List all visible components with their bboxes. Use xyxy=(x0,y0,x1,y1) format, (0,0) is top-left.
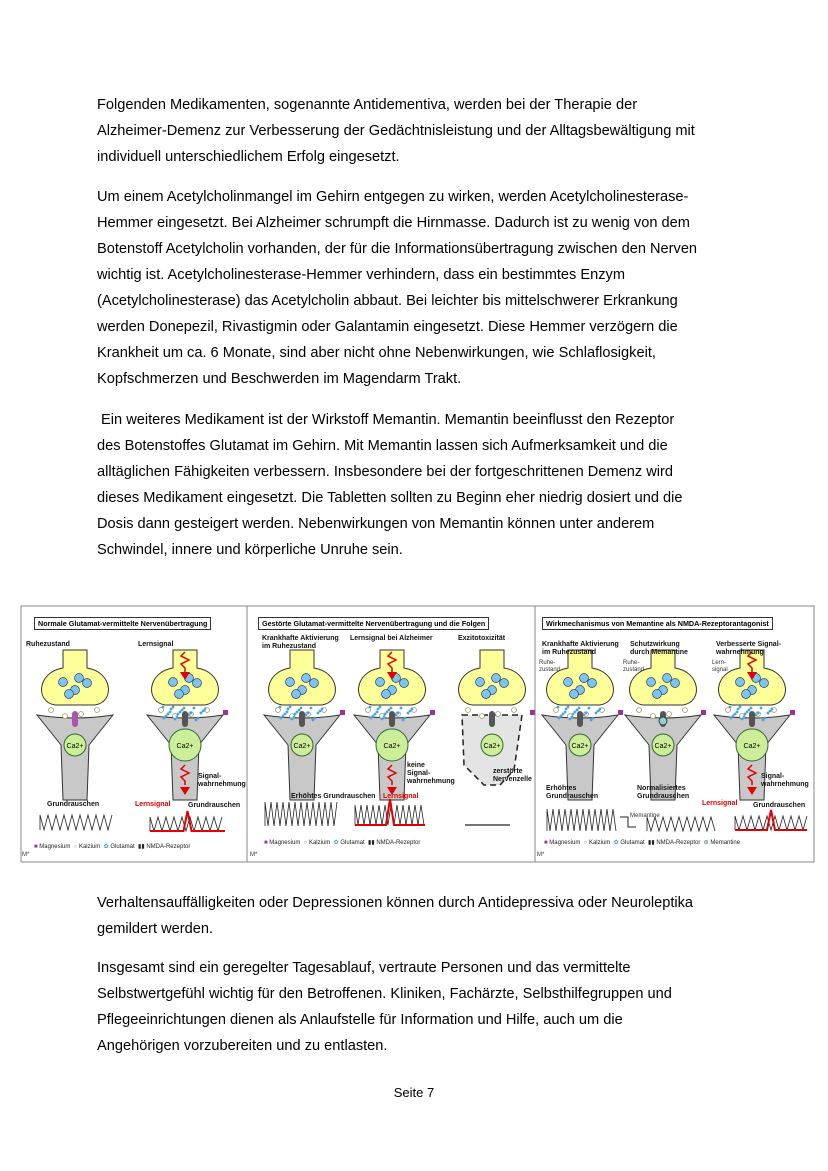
glutamate-molecule xyxy=(567,706,570,709)
glutamate-vesicle xyxy=(570,690,579,699)
glutamate-molecule xyxy=(729,706,732,709)
glutamate-molecule xyxy=(560,715,563,718)
glutamate-vesicle xyxy=(175,690,184,699)
glutamate-molecule xyxy=(743,716,746,719)
glutamate-molecule xyxy=(310,707,313,710)
kalzium-icon: ○ xyxy=(73,844,78,850)
panel2-col3-label: Exzitotoxizität xyxy=(458,635,506,642)
memantine-icon: ⊜ xyxy=(703,840,709,846)
calcium-ion xyxy=(480,714,485,719)
glutamate-molecule xyxy=(195,719,198,722)
glutamate-molecule xyxy=(599,708,602,711)
glutamate-molecule xyxy=(287,708,290,711)
glutamate-molecule xyxy=(592,717,595,720)
legend-kalzium: Kalzium xyxy=(308,840,331,846)
glutamate-vesicle xyxy=(59,678,68,687)
glutamate-molecule xyxy=(377,708,380,711)
text-line: Botenstoff Acetylcholin vorhanden, der für die Informationsübertragung zwischen den Nerven xyxy=(97,241,698,257)
glutamate-molecule xyxy=(734,713,737,716)
legend-nmda: NMDA-Rezeptor xyxy=(376,840,421,846)
glutamate-molecule xyxy=(314,717,317,720)
glutamate-molecule xyxy=(279,706,282,709)
text-line: Pflegeeinrichtungen dienen als Anlaufstelle für Information und Hilfe, auch um die xyxy=(97,1012,623,1028)
legend-nmda: NMDA-Rezeptor xyxy=(146,844,191,850)
text-line: Ein weiteres Medikament ist der Wirkstoff Memantin. Memantin beeinflusst den Rezeptor xyxy=(97,412,675,428)
text-line: Krankheit um ca. 6 Monate, sind aber nicht ohne Nebenwirkungen, wie Schlaflosigkeit, xyxy=(97,345,656,361)
glutamate-nmda-figure xyxy=(20,605,815,863)
glutamate-molecule xyxy=(294,713,297,716)
kalzium-icon: ○ xyxy=(303,840,308,846)
calcium-ion xyxy=(512,708,517,713)
paragraph-memantin xyxy=(97,407,682,563)
glutamate-molecule xyxy=(409,710,412,713)
calcium-ion xyxy=(651,714,656,719)
glutamate-molecule xyxy=(574,711,577,714)
text-line: des Botenstoffes Glutamat im Gehirn. Mit Memantin lassen sich Aufmerksamkeit und die xyxy=(97,438,668,454)
text-line: Kopfschmerzen und Beschwerden im Magendarm Trakt. xyxy=(97,371,462,387)
glutamate-molecule xyxy=(169,711,172,714)
glutamate-vesicle xyxy=(736,678,745,687)
panel3-col1-label: Krankhafte Aktivierung im Ruhezustand xyxy=(542,641,619,656)
nmda-receptor xyxy=(577,711,583,727)
glutamate-vesicle xyxy=(376,678,385,687)
panel3-lernsignal-label: Lernsignal xyxy=(702,800,738,807)
legend-kalzium: Kalzium xyxy=(588,840,611,846)
glutamate-vesicle xyxy=(302,674,311,683)
glutamate-molecule xyxy=(755,714,758,717)
page-number: Seite 7 xyxy=(393,1085,435,1100)
noise-waveform xyxy=(735,816,807,830)
panel3-noise1-label: Erhöhtes Grundrauschen xyxy=(546,785,599,800)
calcium-ion xyxy=(637,708,642,713)
glutamate-vesicle xyxy=(400,679,409,688)
glutamate-molecule xyxy=(384,713,387,716)
glutamate-molecule xyxy=(376,711,379,714)
glutamat-icon: ✿ xyxy=(613,840,619,846)
glutamate-molecule xyxy=(737,708,740,711)
glutamate-molecule xyxy=(190,712,193,715)
noise-waveform xyxy=(265,802,337,826)
kalzium-icon: ○ xyxy=(583,840,588,846)
nmda-receptor-icon: ▮▮ xyxy=(138,844,145,850)
glutamate-molecule xyxy=(298,709,301,712)
glutamate-molecule xyxy=(771,708,774,711)
postsynaptic-cell xyxy=(264,715,340,800)
glutamate-molecule xyxy=(572,713,575,716)
calcium-ion xyxy=(49,708,54,713)
glutamate-molecule xyxy=(374,713,377,716)
nmda-receptor-icon: ▮▮ xyxy=(368,840,375,846)
magnesium-icon: ■ xyxy=(544,840,548,846)
noise-waveform xyxy=(547,809,616,831)
panel3-title: Wirkmechanismus von Memantine als NMDA-Rezeptorantagonist xyxy=(542,617,773,630)
glutamate-molecule xyxy=(739,706,742,709)
glutamate-molecule xyxy=(760,707,763,710)
paragraph-insgesamt xyxy=(97,955,672,1059)
glutamate-molecule xyxy=(400,707,403,710)
calcium-ion xyxy=(466,708,471,713)
glutamate-vesicle xyxy=(647,678,656,687)
text-line: Um einem Acetylcholinmangel im Gehirn entgegen zu wirken, werden Acetylcholinesterase- xyxy=(97,189,689,205)
glutamate-vesicle xyxy=(286,678,295,687)
nmda-receptor-icon: ▮▮ xyxy=(648,840,655,846)
text-line: wichtig ist. Acetylcholinesterase-Hemmer verhindern, dass ein bestimmtes Enzym xyxy=(97,267,626,283)
glutamate-molecule xyxy=(200,712,203,715)
glutamate-molecule xyxy=(746,711,749,714)
panel3-noise2-label: Normalisiertes Grundrauschen xyxy=(637,785,690,800)
glutamate-vesicle xyxy=(564,678,573,687)
glutamat-icon: ✿ xyxy=(103,844,109,850)
glutamate-vesicle xyxy=(169,678,178,687)
panel2-col2-label: Lernsignal bei Alzheimer xyxy=(350,635,433,642)
legend-glutamat: Glutamat xyxy=(620,840,645,846)
glutamate-molecule xyxy=(585,712,588,715)
paragraph-antidementiva xyxy=(97,92,695,170)
nmda-receptor xyxy=(389,711,395,727)
nmda-receptor xyxy=(489,711,495,727)
panel1-noise-label: Grundrauschen xyxy=(47,801,100,808)
glutamate-vesicle xyxy=(663,674,672,683)
magnesium-ion xyxy=(790,710,795,715)
glutamate-molecule xyxy=(750,707,753,710)
text-line: Hemmer eingesetzt. Bei Alzheimer schrumpft die Hirnmasse. Dadurch ist zu wenig von dem xyxy=(97,215,690,231)
glutamate-molecule xyxy=(597,710,600,713)
glutamate-vesicle xyxy=(75,674,84,683)
glutamate-molecule xyxy=(744,713,747,716)
glutamate-molecule xyxy=(321,708,324,711)
glutamate-molecule xyxy=(291,718,294,721)
panel1-col2-label: Lernsignal xyxy=(138,641,174,648)
text-line: Insgesamt sind ein geregelter Tagesablauf, vertraute Personen und das vermittelte xyxy=(97,960,631,976)
glutamate-molecule xyxy=(181,709,184,712)
glutamate-molecule xyxy=(193,707,196,710)
glutamate-molecule xyxy=(578,707,581,710)
memantine-molecule xyxy=(659,717,667,725)
glutamate-molecule xyxy=(397,712,400,715)
glutamate-molecule xyxy=(197,717,200,720)
glutamate-molecule xyxy=(390,707,393,710)
glutamate-molecule xyxy=(590,719,593,722)
glutamate-molecule xyxy=(757,712,760,715)
panel3-col3-label: Verbesserte Signal- wahrnehmung xyxy=(716,641,781,656)
glutamate-molecule xyxy=(769,710,772,713)
glutamate-molecule xyxy=(296,711,299,714)
text-line: Angehörigen vorzubereiten und zu entlasten. xyxy=(97,1038,388,1054)
glutamate-molecule xyxy=(172,706,175,709)
glutamate-molecule xyxy=(748,709,751,712)
glutamate-molecule xyxy=(176,716,179,719)
glutamate-molecule xyxy=(167,713,170,716)
glutamate-vesicle xyxy=(476,678,485,687)
magnesium-icon: ■ xyxy=(264,840,268,846)
calcium-label: Ca2+ xyxy=(66,743,84,750)
glutamate-molecule xyxy=(411,708,414,711)
paragraph-acetylcholinesterase xyxy=(97,184,697,392)
panel3-signal-label: Signal- wahrnehmung xyxy=(761,773,809,788)
calcium-label: Ca2+ xyxy=(293,743,311,750)
legend-magnesium: Magnesium xyxy=(39,844,71,850)
postsynaptic-cell xyxy=(37,715,113,800)
legend-glutamat: Glutamat xyxy=(340,840,365,846)
glutamate-molecule xyxy=(188,714,191,717)
glutamate-molecule xyxy=(170,708,173,711)
glutamate-molecule xyxy=(730,717,733,720)
calcium-label: Ca2+ xyxy=(383,743,401,750)
glutamate-vesicle xyxy=(580,674,589,683)
panel2-col1-label: Krankhafte Aktivierung im Ruhezustand xyxy=(262,635,339,650)
panel2-legend xyxy=(264,839,420,846)
glutamate-molecule xyxy=(293,716,296,719)
panel2-noise-label: Erhöhtes Grundrauschen xyxy=(291,793,376,800)
nmda-receptor xyxy=(749,711,755,727)
text-line: werden Donepezil, Rivastigmin oder Galantamin eingesetzt. Diese Hemmer verzögern die xyxy=(97,319,678,335)
glutamate-molecule xyxy=(379,706,382,709)
panel2-mark: M* xyxy=(250,852,258,858)
legend-memantine: Memantine xyxy=(710,840,741,846)
glutamate-molecule xyxy=(558,717,561,720)
glutamate-vesicle xyxy=(671,679,680,688)
glutamate-vesicle xyxy=(653,690,662,699)
text-line: Folgenden Medikamenten, sogenannte Antidementiva, werden bei der Therapie der xyxy=(97,97,638,113)
glutamate-molecule xyxy=(381,718,384,721)
glutamate-molecule xyxy=(565,708,568,711)
legend-magnesium: Magnesium xyxy=(269,840,301,846)
panel1-mark: M* xyxy=(22,852,30,858)
glutamate-molecule xyxy=(284,713,287,716)
noise-waveform xyxy=(40,815,112,830)
panel3-legend xyxy=(544,839,740,846)
panel3-small1: Ruhe- zustand xyxy=(539,660,561,673)
glutamate-vesicle xyxy=(588,679,597,688)
glutamate-molecule xyxy=(404,717,407,720)
calcium-label: Ca2+ xyxy=(743,743,761,750)
legend-magnesium: Magnesium xyxy=(549,840,581,846)
glutamate-molecule xyxy=(595,712,598,715)
glutamate-molecule xyxy=(762,719,765,722)
legend-kalzium: Kalzium xyxy=(78,844,101,850)
magnesium-ion xyxy=(701,710,706,715)
glutamate-molecule xyxy=(280,717,283,720)
glutamate-molecule xyxy=(179,711,182,714)
glutamate-molecule xyxy=(741,718,744,721)
glutamate-molecule xyxy=(571,716,574,719)
legend-glutamat: Glutamat xyxy=(110,844,135,850)
glutamate-molecule xyxy=(165,715,168,718)
magnesium-ion xyxy=(530,710,535,715)
text-line: Schwindel, innere und körperliche Unruhe sein. xyxy=(97,542,403,558)
glutamate-molecule xyxy=(386,711,389,714)
panel3-memantine-arrow-label: Memantine xyxy=(630,813,660,819)
glutamate-molecule xyxy=(317,712,320,715)
panel1-signal-label: Signal- wahrnehmung xyxy=(198,773,246,788)
glutamate-molecule xyxy=(307,712,310,715)
glutamate-vesicle xyxy=(83,679,92,688)
glutamate-molecule xyxy=(564,711,567,714)
calcium-ion xyxy=(667,712,672,717)
panel1-lernsignal-label: Lernsignal xyxy=(135,801,171,808)
nmda-receptor xyxy=(72,711,78,727)
glutamate-molecule xyxy=(557,706,560,709)
panel3-mark: M* xyxy=(537,852,545,858)
paragraph-verhalten xyxy=(97,890,693,942)
glutamate-molecule xyxy=(583,714,586,717)
text-line: alltäglichen Fähigkeiten verbessern. Insbesondere bei der fortgeschrittenen Demenz wird xyxy=(97,464,673,480)
panel3-col2-label: Schutzwirkung durch Memantine xyxy=(630,641,688,656)
glutamate-vesicle xyxy=(310,679,319,688)
glutamate-vesicle xyxy=(382,690,391,699)
glutamate-molecule xyxy=(588,707,591,710)
glutamate-molecule xyxy=(562,713,565,716)
glutamate-vesicle xyxy=(500,679,509,688)
calcium-label: Ca2+ xyxy=(483,743,501,750)
text-line: (Acetylcholinesterase) das Acetylcholin abbaut. Bei leichter bis mittelschwerer Erkrankung xyxy=(97,293,678,309)
calcium-ion xyxy=(683,708,688,713)
calcium-ion xyxy=(496,712,501,717)
text-line: dieses Medikament eingesetzt. Die Tabletten sollten zu Beginn eher niedrig dosiert und die xyxy=(97,490,683,506)
glutamate-molecule xyxy=(767,712,770,715)
glutamate-molecule xyxy=(369,706,372,709)
glutamate-molecule xyxy=(576,709,579,712)
glutamate-molecule xyxy=(163,717,166,720)
panel2-title: Gestörte Glutamat-vermittelte Nervenübertragung und die Folgen xyxy=(258,617,489,630)
glutamate-vesicle xyxy=(65,690,74,699)
glutamate-vesicle xyxy=(492,674,501,683)
text-line: Alzheimer-Demenz zur Verbesserung der Gedächtnisleistung und der Alltagsbewältigung mit xyxy=(97,123,695,139)
glutamate-molecule xyxy=(177,713,180,716)
glutamate-molecule xyxy=(732,715,735,718)
glutamat-icon: ✿ xyxy=(333,840,339,846)
glutamate-molecule xyxy=(569,718,572,721)
panel1-noise2-label: Grundrauschen xyxy=(188,802,241,809)
glutamate-molecule xyxy=(395,714,398,717)
calcium-label: Ca2+ xyxy=(571,743,589,750)
panel2-lernsignal-label: Lernsignal xyxy=(383,793,419,800)
magnesium-ion xyxy=(430,710,435,715)
glutamate-molecule xyxy=(282,715,285,718)
panel2-destroyed-label: zerstörte Nervenzelle xyxy=(493,768,532,783)
glutamate-vesicle xyxy=(482,690,491,699)
magnesium-ion xyxy=(340,710,345,715)
calcium-ion xyxy=(95,708,100,713)
panel1-legend xyxy=(34,843,190,850)
glutamate-molecule xyxy=(286,711,289,714)
calcium-label: Ca2+ xyxy=(176,743,194,750)
glutamate-vesicle xyxy=(193,679,202,688)
glutamate-molecule xyxy=(174,718,177,721)
nmda-receptor xyxy=(182,711,188,727)
glutamate-molecule xyxy=(162,706,165,709)
glutamate-molecule xyxy=(407,712,410,715)
glutamate-molecule xyxy=(202,710,205,713)
glutamate-molecule xyxy=(305,714,308,717)
panel3-small2: Ruhe- zustand xyxy=(623,660,645,673)
panel2-nosignal-label: keine Signal- wahrnehmung xyxy=(407,762,455,785)
glutamate-molecule xyxy=(764,717,767,720)
calcium-ion xyxy=(63,714,68,719)
magnesium-ion xyxy=(223,710,228,715)
panel1-col1-label: Ruhezustand xyxy=(26,641,70,648)
legend-nmda: NMDA-Rezeptor xyxy=(656,840,701,846)
glutamate-molecule xyxy=(370,717,373,720)
text-line: Dosis dann gesteigert werden. Nebenwirkungen von Memantin können unter anderem xyxy=(97,516,655,532)
glutamate-molecule xyxy=(183,707,186,710)
calcium-ion xyxy=(79,712,84,717)
panel1-title: Normale Glutamat-vermittelte Nervenübertragung xyxy=(34,617,211,630)
magnesium-ion xyxy=(618,710,623,715)
text-line: Selbstwertgefühl wichtig für den Betroffenen. Kliniken, Fachärzte, Selbsthilfegruppen und xyxy=(97,986,672,1002)
glutamate-molecule xyxy=(319,710,322,713)
magnesium-icon: ■ xyxy=(34,844,38,850)
nmda-receptor xyxy=(299,711,305,727)
glutamate-vesicle xyxy=(292,690,301,699)
glutamate-molecule xyxy=(402,719,405,722)
glutamate-molecule xyxy=(372,715,375,718)
glutamate-molecule xyxy=(312,719,315,722)
glutamate-molecule xyxy=(289,706,292,709)
glutamate-molecule xyxy=(383,716,386,719)
glutamate-molecule xyxy=(388,709,391,712)
text-line: individuell unterschiedlichem Erfolg eingesetzt. xyxy=(97,149,400,165)
text-line: gemildert werden. xyxy=(97,921,213,937)
glutamate-molecule xyxy=(736,711,739,714)
calcium-label: Ca2+ xyxy=(654,743,672,750)
text-line: Verhaltensauffälligkeiten oder Depressionen können durch Antidepressiva oder Neuroleptika xyxy=(97,895,694,911)
glutamate-vesicle xyxy=(742,690,751,699)
glutamate-molecule xyxy=(204,708,207,711)
glutamate-molecule xyxy=(300,707,303,710)
panel3-noise3-label: Grundrauschen xyxy=(753,802,806,809)
glutamate-vesicle xyxy=(760,679,769,688)
panel3-small3: Lern- signal xyxy=(712,660,728,673)
